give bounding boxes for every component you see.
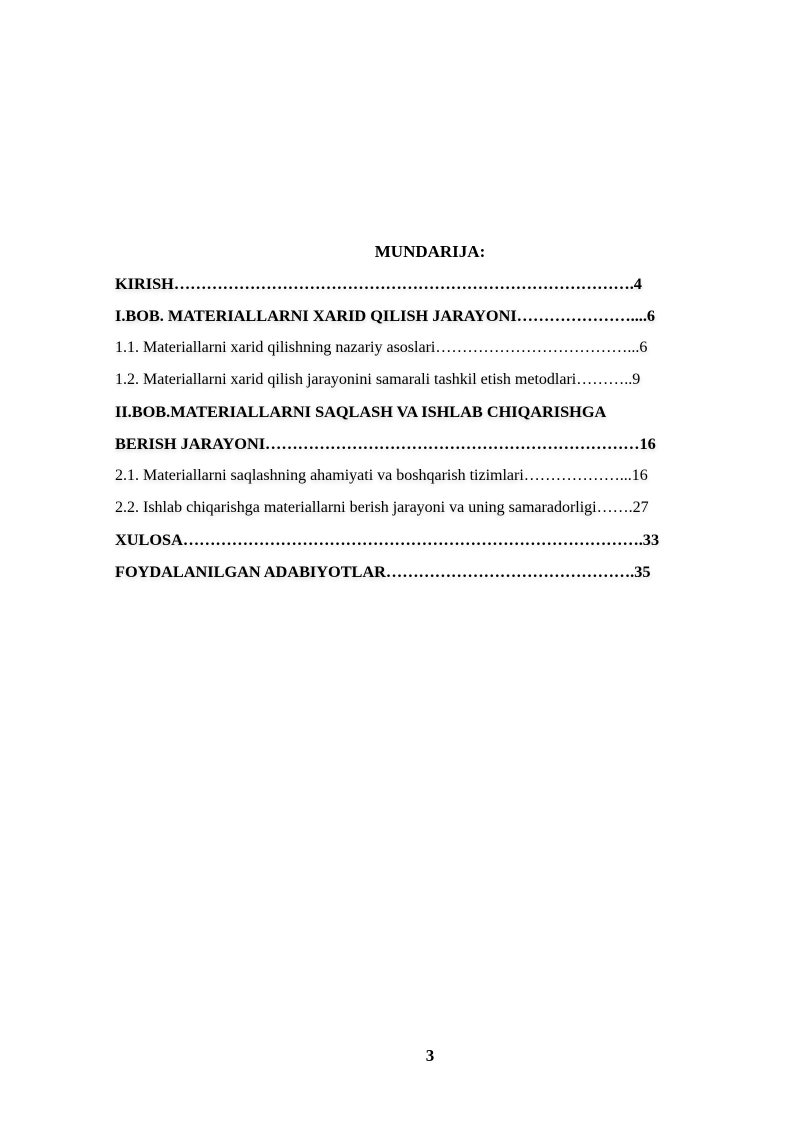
toc-entry-chapter-1: I.BOB. MATERIALLARNI XARID QILISH JARAYONI…………………....6 [115,306,656,325]
toc-entry-section-1-1: 1.1. Materiallarni xarid qilishning nazariy asoslari………………………………...6 [115,339,648,356]
table-of-contents [115,272,745,592]
toc-entry-introduction: KIRISH………………………………………………………………………….4 [115,274,642,293]
toc-entry-conclusion: XULOSA………………………………………………………………………….33 [115,530,660,549]
toc-entry-section-2-2: 2.2. Ishlab chiqarishga materiallarni berish jarayoni va uning samaradorligi…….27 [115,499,649,516]
toc-title: MUNDARIJA: [374,242,486,261]
toc-entry-section-1-2: 1.2. Materiallarni xarid qilish jarayonini samarali tashkil etish metodlari………..9 [115,371,641,388]
page-number: 3 [425,1046,435,1065]
toc-entry-references: FOYDALANILGAN ADABIYOTLAR……………………………………….35 [115,562,651,581]
toc-entry-chapter-2-line-1: II.BOB.MATERIALLARNI SAQLASH VA ISHLAB CHIQARISHGA [115,402,607,421]
toc-entry-section-2-1: 2.1. Materiallarni saqlashning ahamiyati va boshqarish tizimlari………………...16 [115,467,648,484]
toc-entry-chapter-2-line-2: BERISH JARAYONI……………………………………………………………16 [115,434,656,453]
